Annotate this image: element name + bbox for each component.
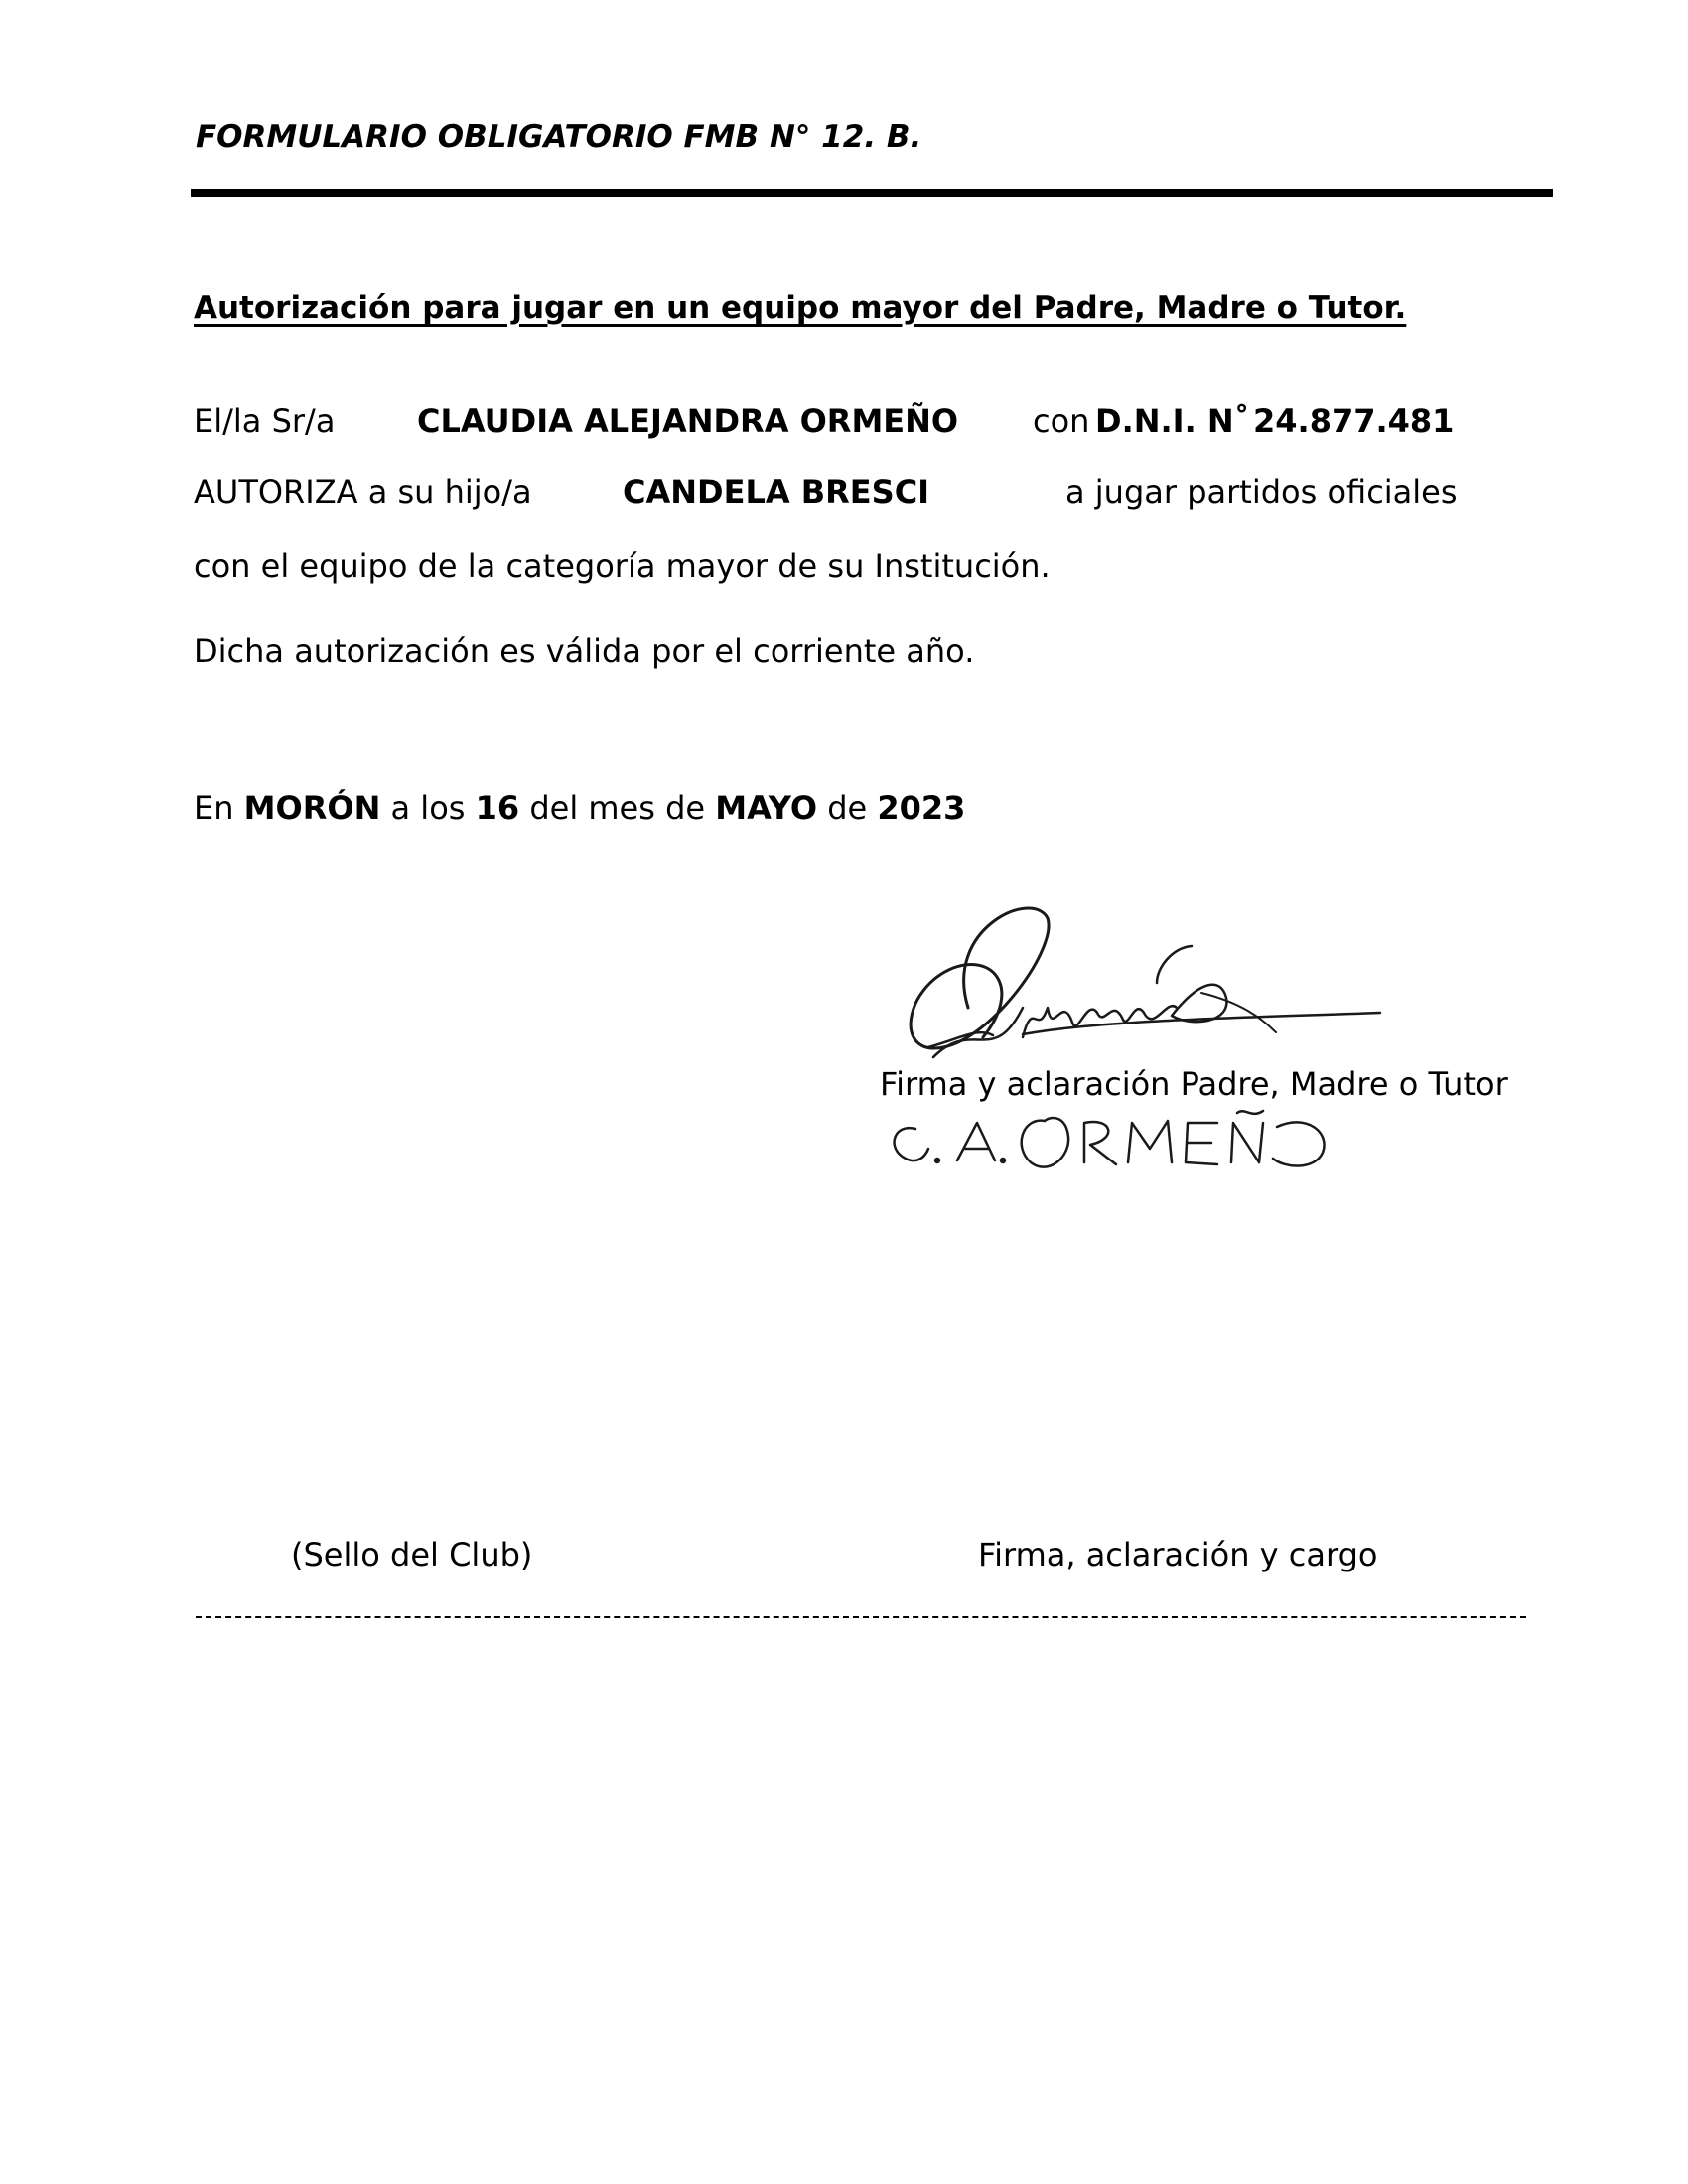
validity-line: Dicha autorización es válida por el corriente año.: [194, 632, 975, 670]
club-seal-label: (Sello del Club): [291, 1536, 533, 1573]
child-name: CANDELA BRESCI: [623, 474, 930, 511]
authorize-prefix: AUTORIZA a su hijo/a: [194, 474, 532, 511]
form-code: FORMULARIO OBLIGATORIO FMB N° 12. B.: [196, 119, 922, 155]
cut-line: [196, 1616, 1526, 1618]
place-city: MORÓN: [243, 789, 381, 827]
place-date-a-los: a los: [390, 789, 466, 827]
authorize-suffix: a jugar partidos oficiales: [1065, 474, 1458, 511]
place-date-en: En: [194, 789, 234, 827]
dni-label-prefix: con: [1033, 402, 1090, 440]
dni-label: D.N.I. N˚: [1095, 402, 1250, 440]
guardian-signature-caption: Firma y aclaración Padre, Madre o Tutor: [880, 1065, 1508, 1103]
category-line: con el equipo de la categoría mayor de su Institución.: [194, 547, 1051, 585]
club-signature-label: Firma, aclaración y cargo: [978, 1536, 1378, 1573]
place-date-line: [194, 788, 965, 828]
guardian-prefix: El/la Sr/a: [194, 402, 336, 440]
document-title: Autorización para jugar en un equipo mayor del Padre, Madre o Tutor.: [194, 290, 1407, 326]
dni-number: 24.877.481: [1253, 402, 1455, 440]
date-day: 16: [475, 789, 520, 827]
guardian-name: CLAUDIA ALEJANDRA ORMEÑO: [417, 402, 959, 440]
place-date-del-mes-de: del mes de: [529, 789, 706, 827]
date-year: 2023: [877, 789, 966, 827]
guardian-signature-image: [874, 888, 1430, 1206]
header-rule: [191, 189, 1553, 197]
place-date-de: de: [827, 789, 868, 827]
date-month: MAYO: [715, 789, 818, 827]
